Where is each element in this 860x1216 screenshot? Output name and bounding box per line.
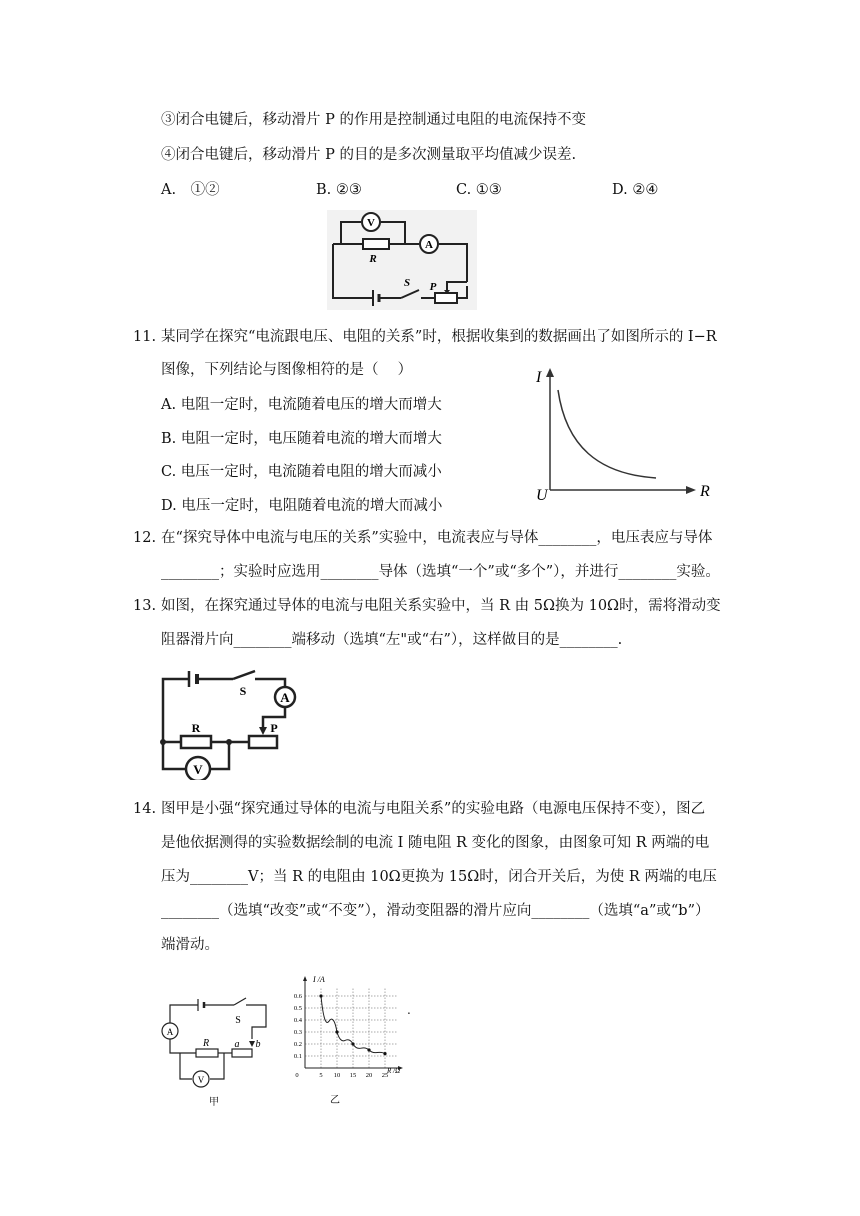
q14-stem-line-3: 压为________V；当 R 的电阻由 10Ω更换为 15Ω时，闭合开关后，为使 R 两端的电压 <box>161 869 717 885</box>
chart-data-point <box>383 1052 386 1055</box>
figure-caption-jia: 甲 <box>209 1097 219 1108</box>
switch-label: S <box>235 1015 241 1026</box>
q14-stem-line-1: 图甲是小强“探究通过导体的电流与电阻关系”的实验电路（电源电压保持不变），图乙 <box>161 801 706 817</box>
chart-x-tick-label: 0 <box>295 1072 299 1079</box>
ammeter-label: A <box>425 239 433 251</box>
q10-option-c: C. ①③ <box>456 182 502 198</box>
q11-i-r-graph <box>528 362 728 502</box>
chart-x-tick-label: 20 <box>365 1072 373 1079</box>
q12-stem-line-2: ________；实验时应选用________导体（选填“一个”或“多个”），并进行________实验。 <box>161 564 720 580</box>
terminal-a-label: a <box>234 1039 240 1050</box>
q11-stem-line-1: 某同学在探究“电流跟电压、电阻的关系”时，根据收集到的数据画出了如图所示的 I−R <box>161 329 717 345</box>
chart-y-arrow <box>303 976 307 981</box>
voltmeter-label: V <box>193 762 203 777</box>
chart-data-point <box>335 1030 338 1033</box>
chart-tick-labels <box>294 993 388 1079</box>
chart-y-tick-label: 0.2 <box>293 1041 302 1048</box>
slider-label: P <box>270 721 278 735</box>
chart-y-axis-label: I /A <box>313 975 325 984</box>
q14-circuit-jia <box>158 995 278 1110</box>
q12-number: 12. <box>133 530 157 546</box>
chart-data-point <box>367 1048 370 1051</box>
q13-number: 13. <box>133 598 157 614</box>
chart-y-tick-label: 0.1 <box>293 1053 302 1060</box>
q14-stem-line-5: 端滑动。 <box>161 937 219 953</box>
chart-data-point <box>319 994 322 997</box>
chart-y-tick-label: 0.3 <box>293 1029 302 1036</box>
chart-y-tick-label: 0.6 <box>293 993 302 1000</box>
q14-stem-line-4: ________（选填“改变”或“不变”），滑动变阻器的滑片应向________（选填“a”或“b”） <box>161 903 710 919</box>
q10-statement-3: ③闭合电键后，移动滑片 P 的作用是控制通过电阻的电流保持不变 <box>161 112 586 128</box>
chart-x-tick-label: 10 <box>333 1072 341 1079</box>
chart-trailing-dot: . <box>407 1003 411 1017</box>
q10-option-a: A. ①② <box>161 182 220 198</box>
q13-stem-line-2: 阻器滑片向________端移动（选填“左"或“右”），这样做目的是________. <box>161 632 623 648</box>
q10-statement-4: ④闭合电键后，移动滑片 P 的目的是多次测量取平均值减少误差. <box>161 147 577 163</box>
chart-grid <box>305 988 397 1068</box>
terminal-b-label: b <box>255 1039 261 1050</box>
graph-x-label: R <box>700 483 710 500</box>
q11-option-a: A. 电阻一定时，电流随着电压的增大而增大 <box>161 397 442 413</box>
q11-option-b: B. 电阻一定时，电压随着电流的增大而增大 <box>161 431 442 447</box>
q10-option-d: D. ②④ <box>612 182 659 198</box>
ammeter-label: A <box>166 1027 174 1037</box>
q14-chart-yi <box>283 970 413 1110</box>
voltmeter-label: V <box>367 217 375 229</box>
q13-stem-line-1: 如图，在探究通过导体的电流与电阻关系实验中，当 R 由 5Ω换为 10Ω时，需将滑动变 <box>161 598 721 614</box>
ammeter-label: A <box>280 690 290 705</box>
chart-x-tick-label: 25 <box>381 1072 389 1079</box>
resistor-label: R <box>369 253 377 265</box>
figure-caption-yi: 乙 <box>330 1095 340 1106</box>
slider-label: P <box>429 281 437 293</box>
chart-y-tick-label: 0.4 <box>293 1017 302 1024</box>
q11-option-d: D. 电压一定时，电阻随着电流的增大而减小 <box>161 498 443 514</box>
q13-circuit-diagram <box>155 665 305 780</box>
voltmeter-label: V <box>197 1075 205 1085</box>
q14-stem-line-2: 是他依据测得的实验数据绘制的电流 I 随电阻 R 变化的图象，由图象可知 R 两端的电 <box>161 835 710 851</box>
chart-x-tick-label: 15 <box>349 1072 357 1079</box>
chart-data-point <box>351 1042 354 1045</box>
resistor-label: R <box>202 1038 210 1049</box>
q11-number: 11. <box>133 329 157 345</box>
switch-label: S <box>403 277 411 289</box>
q10-circuit-diagram <box>327 210 477 310</box>
graph-origin-label: U <box>536 487 548 502</box>
q10-option-b: B. ②③ <box>316 182 362 198</box>
switch-label: S <box>239 684 247 698</box>
resistor-label: R <box>191 721 201 735</box>
q12-stem-line-1: 在“探究导体中电流与电压的关系”实验中，电流表应与导体________，电压表应与导体 <box>161 530 713 546</box>
q11-option-c: C. 电压一定时，电流随着电阻的增大而减小 <box>161 464 442 480</box>
graph-y-label: I <box>536 369 542 386</box>
q11-stem-line-2: 图像，下列结论与图像相符的是（ ） <box>161 362 413 378</box>
chart-y-tick-label: 0.5 <box>293 1005 302 1012</box>
q14-number: 14. <box>133 801 157 817</box>
chart-x-axis-label: R /Ω <box>387 1067 401 1075</box>
chart-x-tick-label: 5 <box>319 1072 323 1079</box>
